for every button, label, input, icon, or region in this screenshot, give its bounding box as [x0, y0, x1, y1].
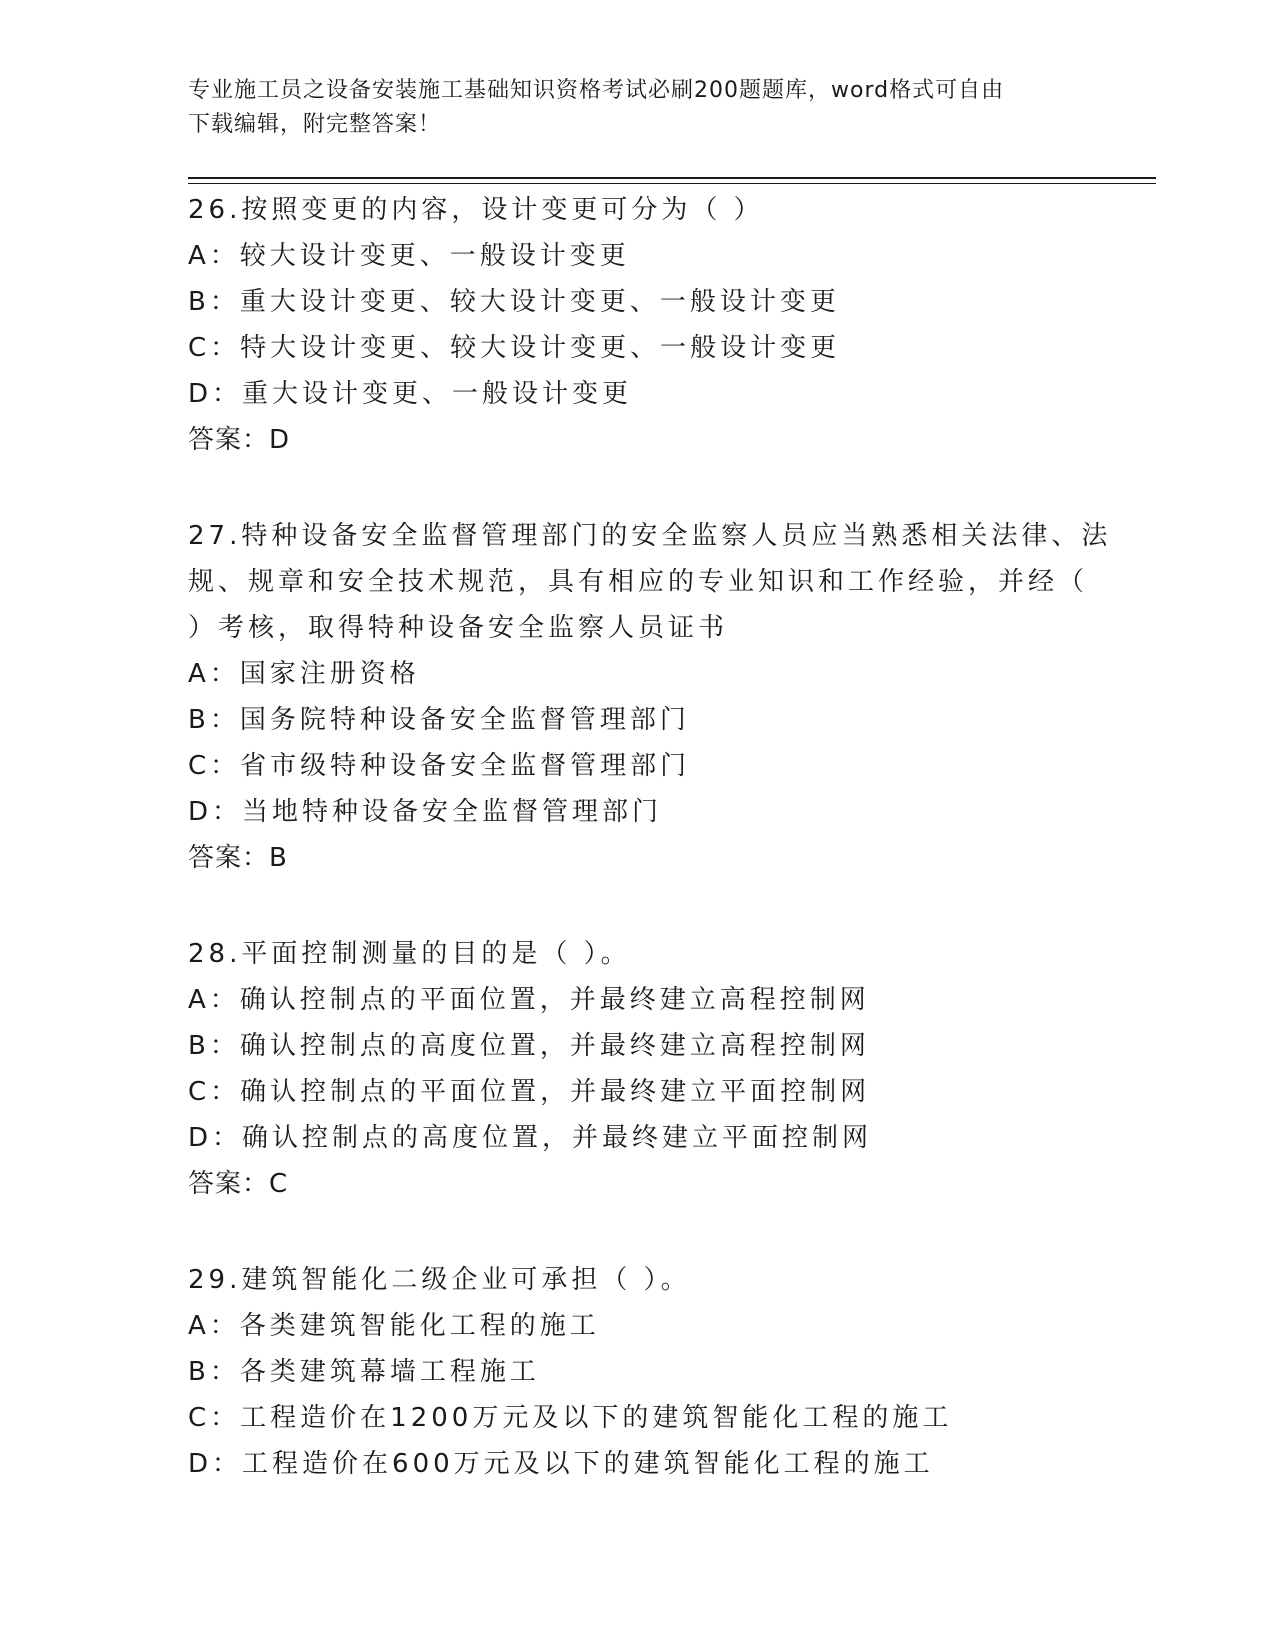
option-c: C：工程造价在1200万元及以下的建筑智能化工程的施工: [188, 1403, 953, 1433]
option-a: A：较大设计变更、一般设计变更: [188, 241, 630, 271]
option-a: A：国家注册资格: [188, 659, 420, 689]
option-c: C：省市级特种设备安全监督管理部门: [188, 751, 691, 781]
question-stem: 28.平面控制测量的目的是（ ）。: [188, 939, 631, 969]
answer-label: 答案：C: [188, 1169, 289, 1199]
answer-label: 答案：D: [188, 425, 291, 455]
option-d: D：当地特种设备安全监督管理部门: [188, 797, 663, 827]
document-header: [188, 74, 1068, 142]
option-b: B：各类建筑幕墙工程施工: [188, 1357, 540, 1387]
question-stem-line-3: ）考核，取得特种设备安全监察人员证书: [188, 613, 729, 643]
option-c: C：特大设计变更、较大设计变更、一般设计变更: [188, 333, 841, 363]
question-block: [188, 1257, 1088, 1487]
option-b: B：国务院特种设备安全监督管理部门: [188, 705, 690, 735]
header-line-2: 下载编辑，附完整答案！: [188, 112, 442, 137]
question-stem: 29.建筑智能化二级企业可承担（ ）。: [188, 1265, 691, 1295]
answer-label: 答案：B: [188, 843, 288, 873]
question-stem-line-2: 规、规章和安全技术规范，具有相应的专业知识和工作经验，并经（: [188, 567, 1089, 597]
option-c: C：确认控制点的平面位置，并最终建立平面控制网: [188, 1077, 871, 1107]
question-stem: 26.按照变更的内容，设计变更可分为（ ）: [188, 195, 764, 225]
header-divider-thick: [188, 177, 1156, 179]
option-b: B：重大设计变更、较大设计变更、一般设计变更: [188, 287, 840, 317]
question-block: [188, 513, 1112, 881]
question-spacer: [188, 463, 1088, 513]
option-d: D：确认控制点的高度位置，并最终建立平面控制网: [188, 1123, 873, 1153]
question-list: [188, 187, 1112, 1487]
question-block: [188, 931, 1088, 1207]
option-a: A：各类建筑智能化工程的施工: [188, 1311, 600, 1341]
question-spacer: [188, 881, 1088, 931]
question-stem-line-1: 27.特种设备安全监督管理部门的安全监察人员应当熟悉相关法律、法: [188, 521, 1112, 551]
option-b: B：确认控制点的高度位置，并最终建立高程控制网: [188, 1031, 870, 1061]
header-divider-thin: [188, 183, 1156, 184]
question-spacer: [188, 1207, 1088, 1257]
option-d: D：重大设计变更、一般设计变更: [188, 379, 633, 409]
question-block: [188, 187, 1088, 463]
option-d: D：工程造价在600万元及以下的建筑智能化工程的施工: [188, 1449, 934, 1479]
option-a: A：确认控制点的平面位置，并最终建立高程控制网: [188, 985, 870, 1015]
header-line-1: 专业施工员之设备安装施工基础知识资格考试必刷200题题库，word格式可自由: [188, 78, 1005, 103]
